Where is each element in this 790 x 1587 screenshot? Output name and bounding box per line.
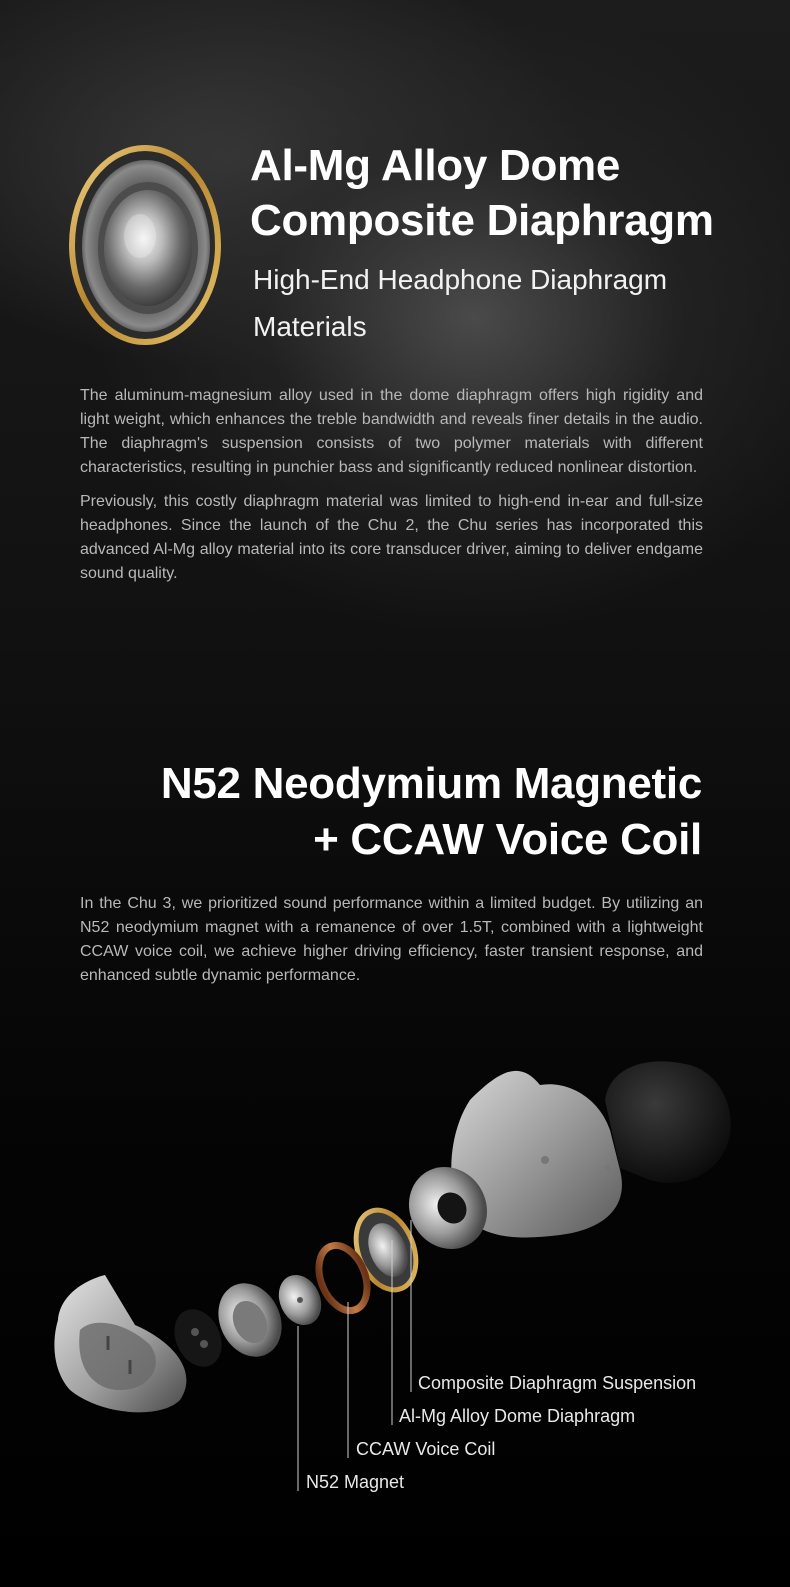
callout-ccaw-voice-coil: CCAW Voice Coil — [356, 1439, 496, 1459]
section1-title-line2: Composite Diaphragm — [250, 196, 714, 245]
section1-subtitle-line2: Materials — [253, 311, 367, 342]
section2-body — [80, 892, 703, 998]
callout-composite-diaphragm-suspension: Composite Diaphragm Suspension — [418, 1373, 697, 1393]
section2-paragraph: In the Chu 3, we prioritized sound performance within a limited budget. By utilizing an N52 neodymium magnet with a remanence of over 1.5T, combined with a lightweight CCAW voice coil, we achieve higher driving efficiency, faster transient response, and enhanced subtle dynamic performance. — [80, 895, 703, 984]
exploded-earphone-illustration — [0, 1040, 790, 1420]
callout-al-mg-alloy-dome-diaphragm: Al-Mg Alloy Dome Diaphragm — [399, 1406, 636, 1426]
section1-paragraph1: The aluminum-magnesium alloy used in the dome diaphragm offers high rigidity and light weight, which enhances the treble bandwidth and reveals finer details in the audio. The diaphragm's suspension consists of two polymer materials with different characteristics, resulting in punchier bass and significantly reduced nonlinear distortion. — [80, 387, 703, 476]
section1-body — [80, 384, 703, 596]
section1-title-line1: Al-Mg Alloy Dome — [250, 141, 621, 190]
section2-title-line1: N52 Neodymium Magnetic — [160, 759, 702, 808]
section1-subtitle-line1: High-End Headphone Diaphragm — [253, 264, 668, 295]
diaphragm-illustration — [60, 140, 230, 350]
callout-n52-magnet: N52 Magnet — [306, 1472, 405, 1492]
section2-title-line2: + CCAW Voice Coil — [313, 815, 702, 864]
section1-paragraph2: Previously, this costly diaphragm material was limited to high-end in-ear and full-size headphones. Since the launch of the Chu 2, the Chu series has incorporated this advanced Al-Mg alloy material into its core transducer driver, aiming to deliver endgame sound quality. — [80, 493, 703, 582]
